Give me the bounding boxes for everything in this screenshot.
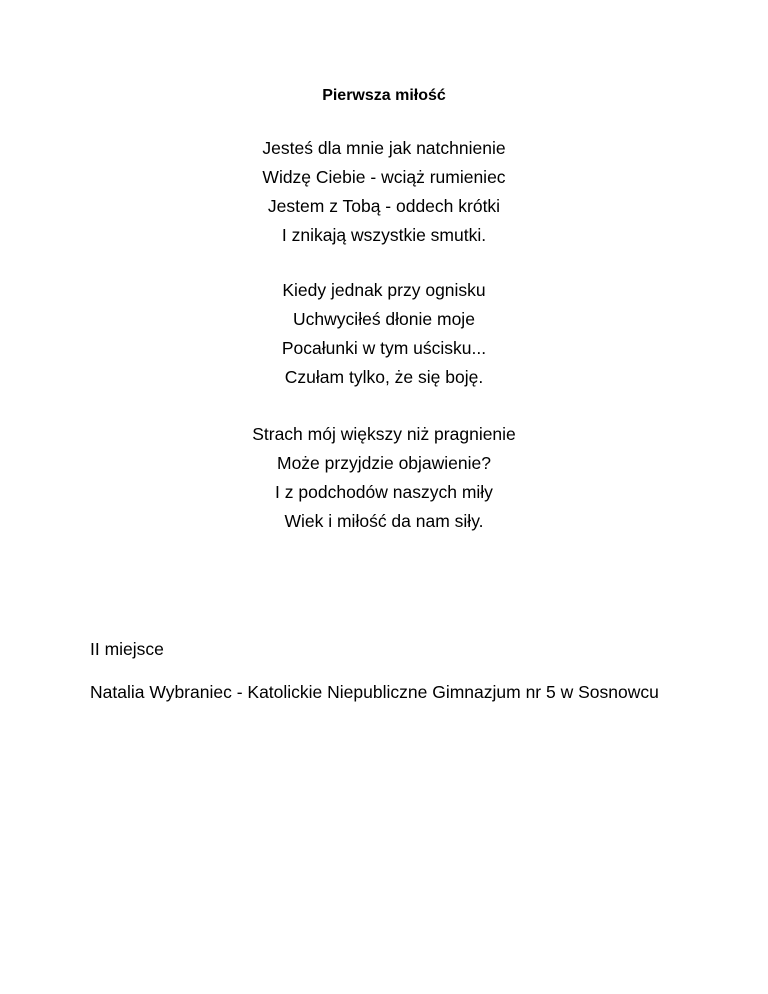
poem-line: Czułam tylko, że się boję. [284, 367, 484, 387]
poem-title: Pierwsza miłość [322, 87, 446, 104]
poem-line: Może przyjdzie objawienie? [277, 453, 491, 473]
poem-line: Strach mój większy niż pragnienie [252, 424, 516, 444]
stanza-3 [0, 420, 768, 536]
award-place: II miejsce [90, 639, 164, 659]
poem-line: Wiek i miłość da nam siły. [284, 511, 484, 531]
poem-line: Jestem z Tobą - oddech krótki [267, 196, 501, 216]
poem-line: I znikają wszystkie smutki. [281, 225, 487, 245]
author-credit: Natalia Wybraniec - Katolickie Niepubliczne Gimnazjum nr 5 w Sosnowcu [90, 682, 659, 702]
poem-line: Pocałunki w tym uścisku... [281, 338, 487, 358]
poem-line: Kiedy jednak przy ognisku [282, 280, 486, 300]
poem-line: Widzę Ciebie - wciąż rumieniec [262, 167, 506, 187]
poem-line: I z podchodów naszych miły [275, 482, 493, 502]
stanza-2 [0, 276, 768, 392]
poem-line: Jesteś dla mnie jak natchnienie [262, 138, 506, 158]
stanza-1 [0, 134, 768, 250]
poem-line: Uchwyciłeś dłonie moje [293, 309, 475, 329]
